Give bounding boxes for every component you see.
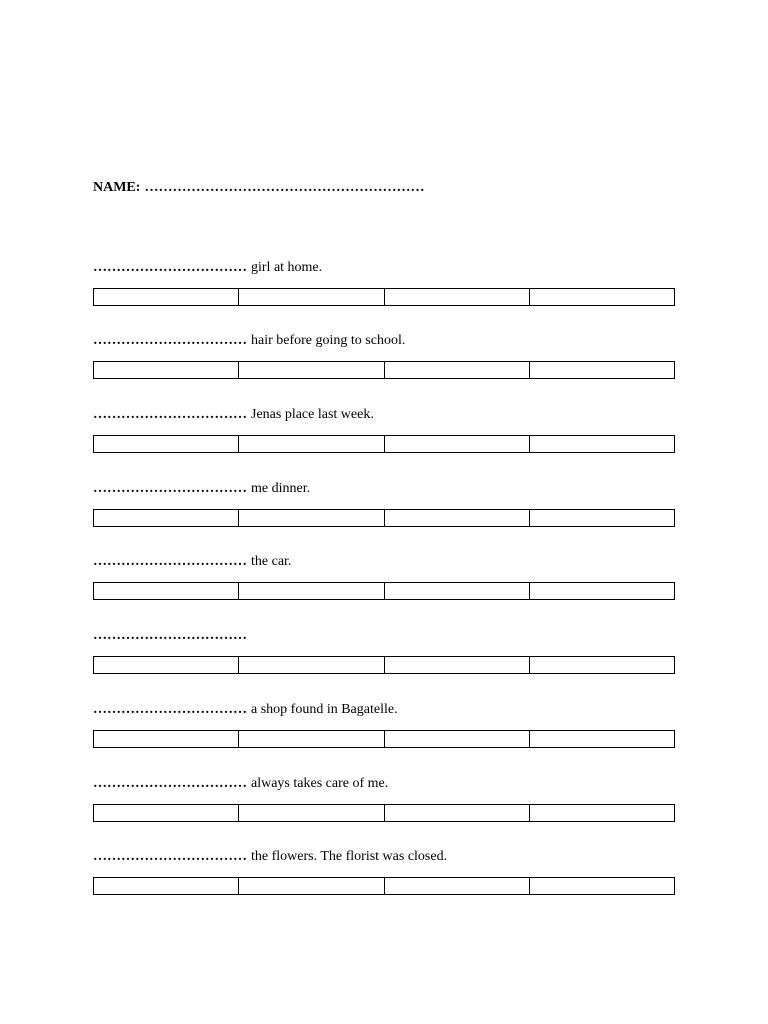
sentence	[93, 480, 675, 498]
sentence-text: hair before going to school.	[251, 333, 406, 348]
sentence-text: the flowers. The florist was closed.	[251, 849, 448, 864]
answer-grid	[93, 361, 675, 379]
sentence-blank[interactable]: ……………………………	[93, 333, 247, 348]
answer-cell[interactable]	[239, 510, 384, 526]
sentence-blank[interactable]: ……………………………	[93, 776, 247, 791]
answer-cell[interactable]	[385, 657, 530, 673]
answer-cell[interactable]	[239, 805, 384, 821]
answer-cell[interactable]	[239, 657, 384, 673]
sentence	[93, 848, 675, 866]
exercise-item	[93, 406, 675, 453]
sentence	[93, 406, 675, 424]
answer-grid	[93, 288, 675, 306]
exercise-item	[93, 480, 675, 527]
answer-cell[interactable]	[385, 805, 530, 821]
sentence-text: a shop found in Bagatelle.	[251, 702, 398, 717]
answer-cell[interactable]	[94, 657, 239, 673]
answer-grid	[93, 435, 675, 453]
exercise-item	[93, 259, 675, 306]
answer-cell[interactable]	[385, 583, 530, 599]
sentence-blank[interactable]: ……………………………	[93, 628, 247, 643]
answer-cell[interactable]	[385, 731, 530, 747]
sentence	[93, 332, 675, 350]
name-blank[interactable]: ……………………………………………………	[144, 180, 425, 195]
answer-cell[interactable]	[94, 878, 239, 894]
answer-cell[interactable]	[530, 362, 674, 378]
answer-cell[interactable]	[385, 362, 530, 378]
answer-cell[interactable]	[239, 583, 384, 599]
sentence-blank[interactable]: ……………………………	[93, 849, 247, 864]
answer-grid	[93, 730, 675, 748]
sentence	[93, 701, 675, 719]
exercise-item	[93, 332, 675, 379]
answer-cell[interactable]	[94, 436, 239, 452]
answer-grid	[93, 656, 675, 674]
answer-cell[interactable]	[94, 362, 239, 378]
sentence-blank[interactable]: ……………………………	[93, 407, 247, 422]
answer-grid	[93, 804, 675, 822]
answer-cell[interactable]	[239, 731, 384, 747]
answer-cell[interactable]	[385, 289, 530, 305]
answer-cell[interactable]	[530, 583, 674, 599]
sentence-blank[interactable]: ……………………………	[93, 554, 247, 569]
answer-cell[interactable]	[385, 878, 530, 894]
answer-grid	[93, 582, 675, 600]
sentence	[93, 259, 675, 277]
sentence	[93, 553, 675, 571]
exercise-item	[93, 553, 675, 600]
sentence-blank[interactable]: ……………………………	[93, 702, 247, 717]
answer-cell[interactable]	[94, 289, 239, 305]
answer-cell[interactable]	[239, 878, 384, 894]
answer-cell[interactable]	[385, 436, 530, 452]
answer-cell[interactable]	[94, 731, 239, 747]
exercise-item	[93, 775, 675, 822]
sentence-text: always takes care of me.	[251, 776, 389, 791]
exercise-item	[93, 701, 675, 748]
answer-cell[interactable]	[530, 657, 674, 673]
sentence-text: girl at home.	[251, 260, 323, 275]
answer-grid	[93, 509, 675, 527]
answer-cell[interactable]	[94, 583, 239, 599]
sentence	[93, 775, 675, 793]
answer-grid	[93, 877, 675, 895]
exercise-item	[93, 627, 675, 674]
answer-cell[interactable]	[530, 436, 674, 452]
sentence-blank[interactable]: ……………………………	[93, 481, 247, 496]
answer-cell[interactable]	[239, 436, 384, 452]
answer-cell[interactable]	[530, 289, 674, 305]
sentence-text: the car.	[251, 554, 292, 569]
sentence	[93, 627, 675, 645]
name-line	[93, 180, 424, 196]
answer-cell[interactable]	[530, 878, 674, 894]
exercise-item	[93, 848, 675, 895]
answer-cell[interactable]	[94, 805, 239, 821]
name-label: NAME:	[93, 180, 141, 195]
sentence-blank[interactable]: ……………………………	[93, 260, 247, 275]
answer-cell[interactable]	[94, 510, 239, 526]
answer-cell[interactable]	[530, 731, 674, 747]
answer-cell[interactable]	[530, 510, 674, 526]
answer-cell[interactable]	[530, 805, 674, 821]
sentence-text: me dinner.	[251, 481, 311, 496]
answer-cell[interactable]	[385, 510, 530, 526]
sentence-text: Jenas place last week.	[251, 407, 374, 422]
answer-cell[interactable]	[239, 289, 384, 305]
answer-cell[interactable]	[239, 362, 384, 378]
